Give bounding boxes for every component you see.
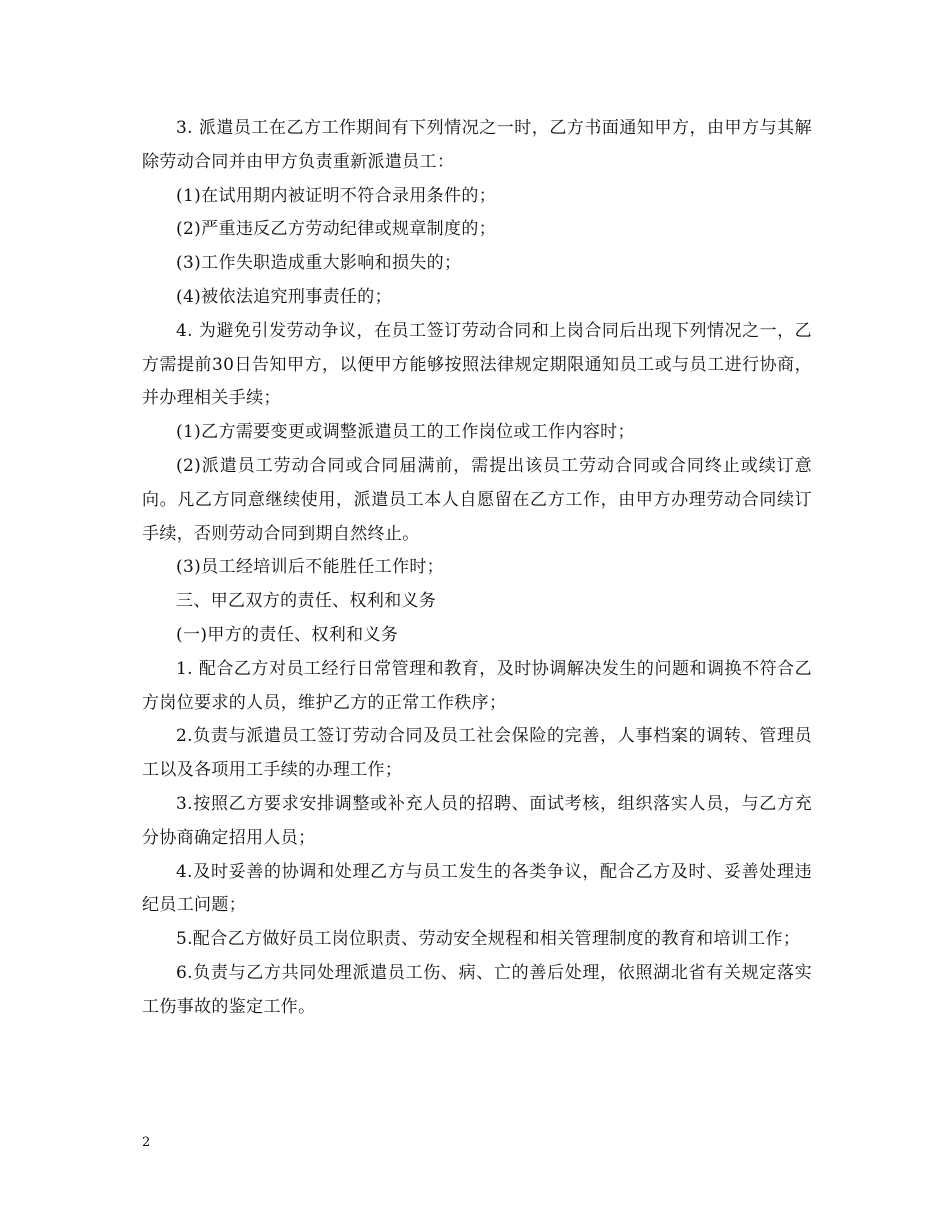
- list-item-discipline-violation: (2)严重违反乙方劳动纪律或规章制度的；: [176, 219, 497, 240]
- page-number: 2: [142, 1135, 151, 1150]
- paragraph-party-a-duty-2: 2.负责与派遣员工签订劳动合同及员工社会保险的完善，人事档案的调转、管理员工以及各项用工手续的办理工作；: [142, 726, 812, 781]
- paragraph-party-a-duty-6: 6.负责与乙方共同处理派遣员工伤、病、亡的善后处理，依照湖北省有关规定落实工伤事故的鉴定工作。: [142, 962, 812, 1017]
- subsection-heading-party-a: (一)甲方的责任、权利和义务: [176, 624, 399, 645]
- paragraph-party-a-duty-3: 3.按照乙方要求安排调整或补充人员的招聘、面试考核，组织落实人员，与乙方充分协商确定招用人员；: [142, 793, 812, 848]
- paragraph-dispute-avoidance: 4. 为避免引发劳动争议，在员工签订劳动合同和上岗合同后出现下列情况之一，乙方需提前30日告知甲方，以便甲方能够按照法律规定期限通知员工或与员工进行协商，并办理相关手续；: [142, 320, 812, 409]
- paragraph-party-a-duty-5: 5.配合乙方做好员工岗位职责、劳动安全规程和相关管理制度的教育和培训工作；: [176, 929, 801, 950]
- list-item-incompetence: (3)员工经培训后不能胜任工作时；: [176, 557, 445, 578]
- list-item-contract-expiry: (2)派遣员工劳动合同或合同届满前，需提出该员工劳动合同或合同终止或续订意向。凡乙方同意继续使用，派遣员工本人自愿留在乙方工作，由甲方办理劳动合同续订手续，否则劳动合同到期自然终止。: [142, 455, 812, 544]
- paragraph-party-a-duty-1: 1. 配合乙方对员工经行日常管理和教育，及时协调解决发生的问题和调换不符合乙方岗位要求的人员，维护乙方的正常工作秩序；: [142, 658, 812, 713]
- paragraph-dispatch-termination: 3. 派遣员工在乙方工作期间有下列情况之一时，乙方书面通知甲方，由甲方与其解除劳动合同并由甲方负责重新派遣员工：: [142, 118, 812, 172]
- paragraph-party-a-duty-4: 4.及时妥善的协调和处理乙方与员工发生的各类争议，配合乙方及时、妥善处理违纪员工问题；: [142, 861, 812, 916]
- list-item-criminal-liability: (4)被依法追究刑事责任的；: [176, 286, 392, 307]
- list-item-dereliction: (3)工作失职造成重大影响和损失的；: [176, 253, 462, 274]
- section-heading-responsibilities: 三、甲乙双方的责任、权利和义务: [176, 591, 437, 612]
- list-item-position-change: (1)乙方需要变更或调整派遣员工的工作岗位或工作内容时；: [176, 422, 635, 443]
- list-item-probation: (1)在试用期内被证明不符合录用条件的；: [176, 185, 497, 206]
- document-body: [142, 112, 812, 1025]
